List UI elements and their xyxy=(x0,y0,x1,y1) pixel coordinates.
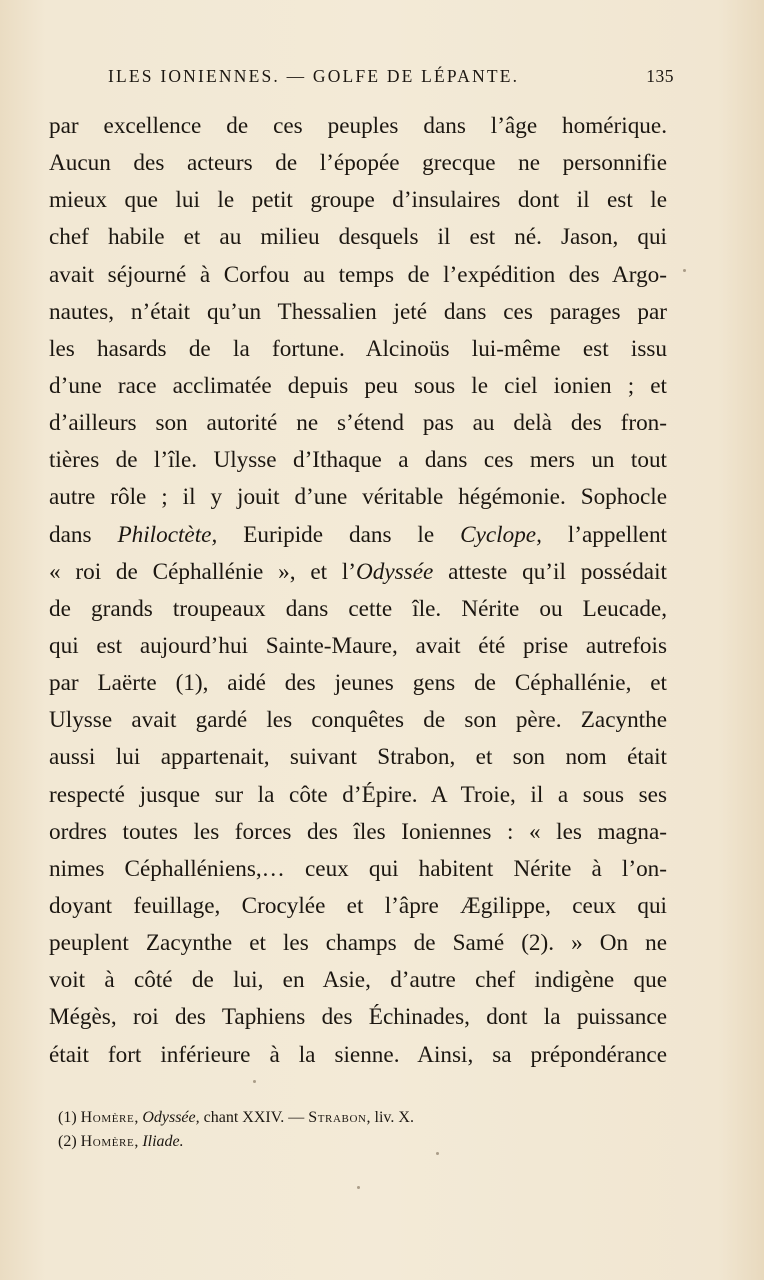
ink-speck xyxy=(357,1186,360,1189)
text-segment: (1) xyxy=(58,1109,81,1126)
text-segment: Ulysse avait gardé les conquêtes de son père. Zacynthe xyxy=(49,707,667,734)
italic-title: Odyssée, xyxy=(142,1109,200,1126)
text-line xyxy=(49,442,667,479)
text-line xyxy=(49,554,667,591)
footnotes xyxy=(58,1106,618,1154)
text-segment: qui est aujourd’hui Sainte-Maure, avait été prise autrefois xyxy=(49,632,667,659)
text-line xyxy=(49,145,667,182)
text-segment: atteste qu’il possédait xyxy=(433,558,667,585)
text-line xyxy=(49,702,667,739)
text-segment: aussi lui appartenait, suivant Strabon, et son nom était xyxy=(49,744,667,771)
text-segment: avait séjourné à Corfou au temps de l’expédition des Argo- xyxy=(49,261,667,288)
author-name: Homère xyxy=(80,1133,135,1150)
text-line xyxy=(49,331,667,368)
text-line xyxy=(49,851,667,888)
text-line xyxy=(49,479,667,516)
text-line xyxy=(49,368,667,405)
running-header xyxy=(108,62,674,90)
ink-speck xyxy=(683,269,686,272)
text-segment: « roi de Céphallénie », et l’ xyxy=(49,558,357,585)
text-segment: d’une race acclimatée depuis peu sous le ciel ionien ; et xyxy=(49,372,667,399)
text-line xyxy=(49,1037,667,1074)
text-line xyxy=(49,777,667,814)
body-text xyxy=(49,108,667,1074)
text-segment: chef habile et au milieu desquels il est né. Jason, qui xyxy=(49,224,667,251)
text-segment: peuplent Zacynthe et les champs de Samé (2). » On ne xyxy=(49,930,667,957)
text-segment: mieux que lui le petit groupe d’insulaires dont il est le xyxy=(49,187,667,214)
text-line xyxy=(49,108,667,145)
text-segment: de grands troupeaux dans cette île. Nérite ou Leucade, xyxy=(49,595,667,622)
page-number: 135 xyxy=(646,66,674,86)
author-name: Homère xyxy=(80,1109,135,1126)
footnote xyxy=(58,1106,618,1130)
text-line xyxy=(49,405,667,442)
text-line xyxy=(49,591,667,628)
author-name: Strabon xyxy=(308,1109,367,1126)
text-line xyxy=(49,219,667,256)
text-segment: par excellence de ces peuples dans l’âge homérique. xyxy=(49,113,667,139)
italic-title: Philoctète, xyxy=(117,521,218,548)
text-segment: voit à côté de lui, en Asie, d’autre chef indigène que xyxy=(49,967,667,994)
footnote xyxy=(58,1130,618,1154)
text-segment: , xyxy=(134,1109,143,1126)
text-segment: autre rôle ; il y jouit d’une véritable hégémonie. Sophocle xyxy=(49,484,667,511)
text-segment: , liv. X. xyxy=(366,1109,414,1126)
text-segment: Mégès, roi des Taphiens des Échinades, dont la puissance xyxy=(49,1004,667,1031)
text-segment: était fort inférieure à la sienne. Ainsi, sa prépondérance xyxy=(49,1041,667,1068)
text-segment: nimes Céphalléniens,… ceux qui habitent Nérite à l’on- xyxy=(49,855,667,882)
text-segment: (2) xyxy=(58,1133,81,1150)
text-segment: tières de l’île. Ulysse d’Ithaque a dans ces mers un tout xyxy=(49,447,667,474)
text-segment: dans xyxy=(49,521,118,548)
text-line xyxy=(49,739,667,776)
text-line xyxy=(49,925,667,962)
text-line xyxy=(49,257,667,294)
ink-speck xyxy=(436,1152,439,1155)
text-segment: par Laërte (1), aidé des jeunes gens de Céphallénie, et xyxy=(49,670,667,697)
text-segment: Aucun des acteurs de l’épopée grecque ne personnifie xyxy=(49,150,667,177)
text-line xyxy=(49,517,667,554)
italic-title: Odyssée xyxy=(356,558,434,585)
text-segment: nautes, n’était qu’un Thessalien jeté dans ces parages par xyxy=(49,298,667,325)
text-line xyxy=(49,294,667,331)
text-line xyxy=(49,962,667,999)
text-segment: les hasards de la fortune. Alcinoüs lui-même est issu xyxy=(49,335,667,362)
text-segment: Euripide dans le xyxy=(217,521,461,548)
text-segment: ordres toutes les forces des îles Ioniennes : « les magna- xyxy=(49,818,667,845)
text-segment: chant XXIV. — xyxy=(199,1109,309,1126)
text-segment: respecté jusque sur la côte d’Épire. A Troie, il a sous ses xyxy=(49,781,667,808)
ink-speck xyxy=(253,1080,256,1083)
italic-title: Iliade. xyxy=(142,1133,184,1150)
text-line xyxy=(49,814,667,851)
text-line xyxy=(49,182,667,219)
text-segment: d’ailleurs son autorité ne s’étend pas au delà des fron- xyxy=(49,410,667,437)
text-segment: doyant feuillage, Crocylée et l’âpre Ægilippe, ceux qui xyxy=(49,892,667,919)
text-line xyxy=(49,665,667,702)
text-segment: , xyxy=(134,1133,143,1150)
header-title: ILES IONIENNES. — GOLFE DE LÉPANTE. xyxy=(108,66,520,86)
text-segment: l’appellent xyxy=(541,521,667,548)
italic-title: Cyclope, xyxy=(460,521,542,548)
text-line xyxy=(49,888,667,925)
text-line xyxy=(49,628,667,665)
text-line xyxy=(49,999,667,1036)
